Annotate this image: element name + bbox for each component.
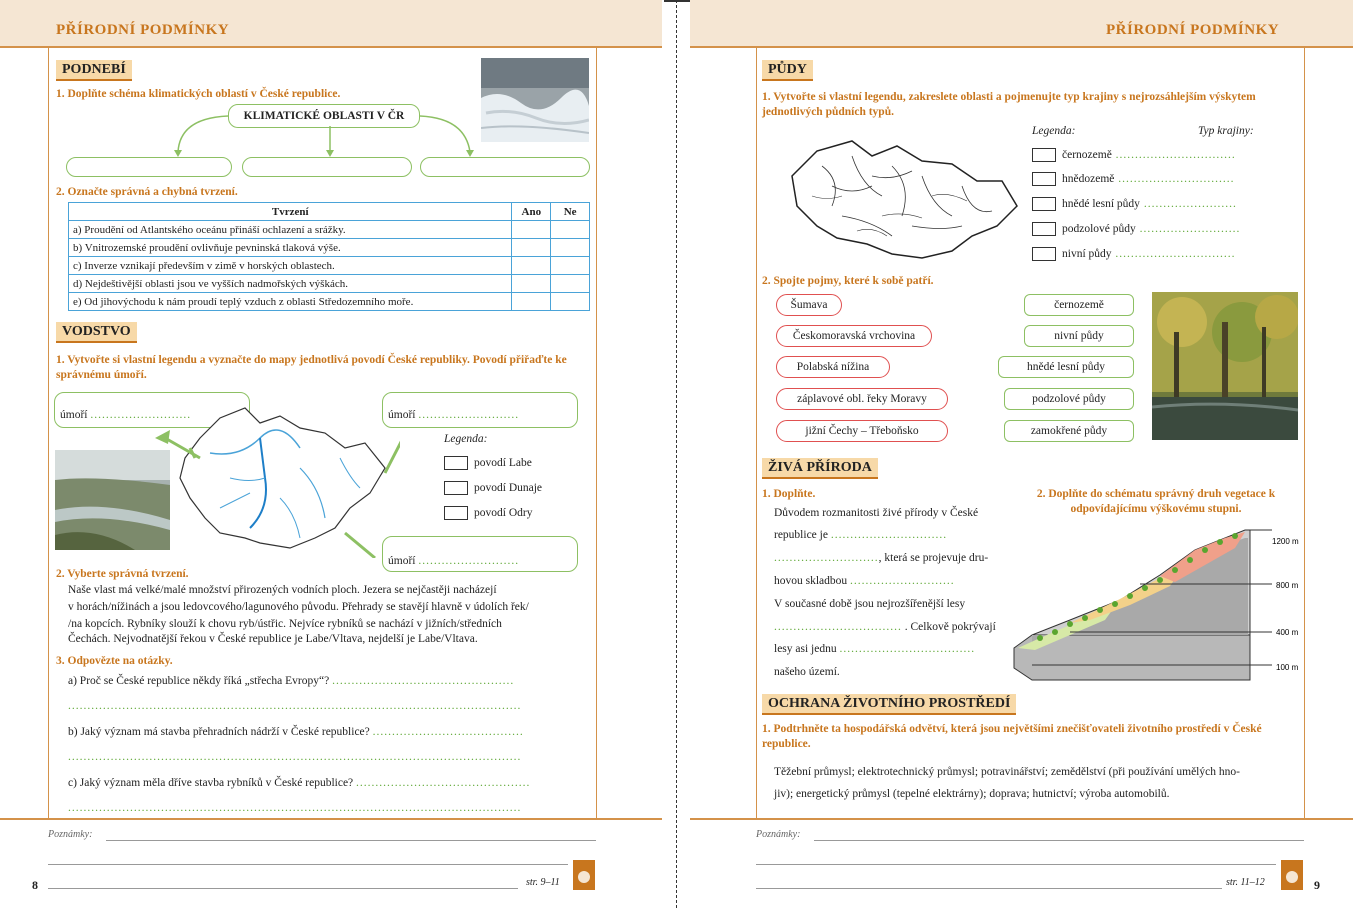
book-cover-icon	[573, 860, 595, 890]
vodstvo-q3b-line[interactable]: .....................................................................................................................	[68, 751, 522, 763]
climate-field-3[interactable]	[420, 157, 590, 177]
right-notes-line-3[interactable]	[756, 888, 1222, 889]
umori-label-left: úmoří ..........................	[60, 409, 192, 421]
section-vodstvo: VODSTVO	[56, 322, 137, 343]
statement-a: a) Proudění od Atlantského oceánu přináší ochlazení a srážky.	[69, 221, 512, 239]
no-cell-d[interactable]	[551, 275, 590, 293]
ziva-line-8: našeho území.	[774, 666, 840, 678]
no-cell-c[interactable]	[551, 257, 590, 275]
vodstvo-legend-title: Legenda:	[444, 433, 488, 445]
vodstvo-q3c: c) Jaký význam měla dříve stavba rybníků v České republice? .............................................	[68, 777, 531, 789]
right-page-ref: str. 11–12	[1226, 877, 1265, 888]
left-margin-line	[48, 48, 49, 818]
yes-cell-b[interactable]	[512, 239, 551, 257]
ziva-line-3: ..........................., která se projevuje dru-	[774, 552, 989, 564]
ziva-line-4: hovou skladbou ...........................	[774, 575, 955, 587]
ziva-line-6: ................................. . Celkově pokrývají	[774, 621, 996, 633]
ziva-line-7: lesy asi jednu ...................................	[774, 643, 976, 655]
right-notes-label: Poznámky:	[756, 829, 801, 840]
table-row	[69, 239, 590, 257]
pudy-legend-title: Legenda:	[1032, 125, 1076, 137]
left-footer-divider	[0, 818, 662, 820]
vegetation-altitude-diagram[interactable]	[1010, 520, 1300, 685]
page-divider-top	[664, 0, 690, 2]
pudy-legend-item-3: hnědé lesní půdy ........................	[1032, 197, 1237, 211]
pudy-legend-box-1[interactable]	[1032, 148, 1056, 162]
ziva-line-5: V současné době jsou nejrozšířenější lesy	[774, 598, 966, 610]
pudy-legend-item-4: podzolové půdy ..........................	[1032, 222, 1240, 236]
umori-label-right-bottom: úmoří ..........................	[388, 555, 520, 567]
vodstvo-q2-line-3: /na kopcích. Rybníky slouží k chovu ryb/ústřic. Nejvíce rybníků se nachází v jižních/středních	[68, 618, 502, 630]
table-header-no: Ne	[551, 203, 590, 221]
table-row	[69, 257, 590, 275]
pudy-legend-box-2[interactable]	[1032, 172, 1056, 186]
climate-field-1[interactable]	[66, 157, 232, 177]
vodstvo-q3a: a) Proč se České republice někdy říká „střecha Evropy“? ...............................................	[68, 675, 515, 687]
ziva-question-1: 1. Doplňte.	[762, 488, 816, 500]
section-podnebi: PODNEBÍ	[56, 60, 132, 81]
pudy-legend-box-5[interactable]	[1032, 247, 1056, 261]
vodstvo-q3a-line[interactable]: .....................................................................................................................	[68, 700, 522, 712]
vodstvo-q2-line-4: Čechách. Nejvodnatější řekou v České republice je Labe/Vltava, nejdelší je Labe/Vltava.	[68, 633, 478, 645]
vodstvo-question-2: 2. Vyberte správná tvrzení.	[56, 568, 189, 580]
left-page-ref: str. 9–11	[526, 877, 560, 888]
term-zaplavove[interactable]: záplavové obl. řeky Moravy	[776, 388, 948, 410]
table-row	[69, 221, 590, 239]
right-page-number: 9	[1314, 878, 1320, 892]
book-cover-icon-right	[1281, 860, 1303, 890]
no-cell-e[interactable]	[551, 293, 590, 311]
pudy-legend-item-1: černozemě ...............................	[1032, 148, 1236, 162]
right-notes-line-2[interactable]	[756, 864, 1276, 865]
yes-cell-e[interactable]	[512, 293, 551, 311]
right-header-title: PŘÍRODNÍ PODMÍNKY	[1106, 22, 1280, 38]
forest-photo	[1152, 292, 1298, 440]
vodstvo-q3b: b) Jaký význam má stavba přehradních nádrží v České republice? .......................................	[68, 726, 524, 738]
soil-nivni[interactable]: nivní půdy	[1024, 325, 1134, 347]
right-margin-line-right	[1304, 48, 1305, 818]
section-pudy: PŮDY	[762, 60, 813, 81]
pudy-type-title: Typ krajiny:	[1198, 125, 1254, 137]
legend-box-labe[interactable]	[444, 456, 468, 470]
right-footer-divider	[690, 818, 1353, 820]
term-ceskomoravska[interactable]: Českomoravská vrchovina	[776, 325, 932, 347]
podnebi-question-2: 2. Označte správná a chybná tvrzení.	[56, 186, 238, 198]
czech-rivers-map[interactable]	[150, 398, 400, 558]
right-notes-line-1[interactable]	[814, 840, 1304, 841]
left-notes-line-2[interactable]	[48, 864, 568, 865]
soil-zamokrene[interactable]: zamokřené půdy	[1004, 420, 1134, 442]
page-divider	[676, 0, 677, 908]
statement-d: d) Nejdeštivější oblasti jsou ve vyšších nadmořských výškách.	[69, 275, 512, 293]
table-header-yes: Ano	[512, 203, 551, 221]
pudy-question-2: 2. Spojte pojmy, které k sobě patří.	[762, 275, 934, 287]
soil-podzolove[interactable]: podzolové půdy	[1004, 388, 1134, 410]
climate-field-2[interactable]	[242, 157, 412, 177]
right-margin-line	[756, 48, 757, 818]
left-margin-line-right	[596, 48, 597, 818]
no-cell-b[interactable]	[551, 239, 590, 257]
table-header-statement: Tvrzení	[69, 203, 512, 221]
ochrana-text-2[interactable]: jiv); energetický průmysl (tepelné elektrárny); doprava; hutnictví; výroba automobilů.	[774, 788, 1170, 800]
ziva-line-1: Důvodem rozmanitosti živé přírody v České	[774, 507, 979, 519]
umori-label-right-top: úmoří ..........................	[388, 409, 520, 421]
yes-cell-c[interactable]	[512, 257, 551, 275]
climate-schema-arrows	[60, 110, 490, 160]
left-notes-label: Poznámky:	[48, 829, 93, 840]
ziva-question-2: 2. Doplňte do schématu správný druh vegetace k odpovídajícímu výškovému stupni.	[1036, 488, 1276, 515]
table-row	[69, 293, 590, 311]
river-valley-photo	[55, 450, 170, 550]
legend-item-dunaj: povodí Dunaje	[444, 481, 542, 495]
height-label-400: 400 m	[1276, 628, 1299, 637]
vodstvo-q2-line-2: v horách/nížinách a jsou ledovcového/lagunového původu. Přehrady se stavějí hlavně v údolích řek/	[68, 601, 529, 613]
legend-item-labe: povodí Labe	[444, 456, 532, 470]
statement-b: b) Vnitrozemské proudění ovlivňuje pevninská tlaková výše.	[69, 239, 512, 257]
vodstvo-q2-line-1: Naše vlast má velké/malé množství přirozených vodních ploch. Jezera se nejčastěji nacházejí	[68, 584, 497, 596]
left-notes-line-3[interactable]	[48, 888, 518, 889]
term-sumava[interactable]: Šumava	[776, 294, 842, 316]
vodstvo-q3c-line[interactable]: .....................................................................................................................	[68, 802, 522, 814]
height-label-1200: 1200 m	[1272, 537, 1299, 546]
table-row	[69, 275, 590, 293]
statement-e: e) Od jihovýchodu k nám proudí teplý vzduch z oblasti Středozemního moře.	[69, 293, 512, 311]
statement-c: c) Inverze vznikají především v zimě v horských oblastech.	[69, 257, 512, 275]
yes-cell-d[interactable]	[512, 275, 551, 293]
legend-item-odra: povodí Odry	[444, 506, 532, 520]
legend-box-odra[interactable]	[444, 506, 468, 520]
pudy-legend-item-5: nivní půdy ...............................	[1032, 247, 1236, 261]
soil-cernozeme[interactable]: černozemě	[1024, 294, 1134, 316]
yes-cell-a[interactable]	[512, 221, 551, 239]
term-polabska[interactable]: Polabská nížina	[776, 356, 890, 378]
vodstvo-question-1: 1. Vytvořte si vlastní legendu a vyznačte do mapy jednotlivá povodí České republiky. Povodí přiřaďte ke správnému úmoří.	[56, 354, 567, 381]
term-jizni-cechy[interactable]: jižní Čechy – Třeboňsko	[776, 420, 948, 442]
section-ziva-priroda: ŽIVÁ PŘÍRODA	[762, 458, 878, 479]
pudy-question-1: 1. Vytvořte si vlastní legendu, zakreslete oblasti a pojmenujte typ krajiny s nejrozsáhlejším výskytem jednotlivých půdních typů.	[762, 91, 1256, 118]
no-cell-a[interactable]	[551, 221, 590, 239]
left-header-title: PŘÍRODNÍ PODMÍNKY	[56, 22, 230, 38]
statements-table	[68, 202, 590, 311]
climate-schema-title: KLIMATICKÉ OBLASTI V ČR	[228, 104, 420, 128]
soil-hnede-lesni[interactable]: hnědé lesní půdy	[998, 356, 1134, 378]
glacier-photo	[481, 58, 589, 142]
pudy-legend-box-4[interactable]	[1032, 222, 1056, 236]
ochrana-question-1: 1. Podtrhněte ta hospodářská odvětví, která jsou největšími znečišťovateli životního prostředí v České republice.	[762, 723, 1262, 750]
ziva-line-2: republice je ..............................	[774, 529, 948, 541]
ochrana-text-1[interactable]: Těžební průmysl; elektrotechnický průmysl; potravinářství; zemědělství (při používání umělých hno-	[774, 766, 1240, 778]
czech-soil-map[interactable]	[772, 126, 1022, 266]
legend-box-dunaj[interactable]	[444, 481, 468, 495]
section-ochrana: OCHRANA ŽIVOTNÍHO PROSTŘEDÍ	[762, 694, 1016, 715]
height-label-100: 100 m	[1276, 663, 1299, 672]
podnebi-question-1: 1. Doplňte schéma klimatických oblastí v České republice.	[56, 88, 341, 100]
left-page-number: 8	[32, 878, 38, 892]
pudy-legend-box-3[interactable]	[1032, 197, 1056, 211]
left-notes-line-1[interactable]	[106, 840, 596, 841]
pudy-legend-item-2: hnědozemě ..............................	[1032, 172, 1235, 186]
vodstvo-question-3: 3. Odpovězte na otázky.	[56, 655, 173, 667]
height-label-800: 800 m	[1276, 581, 1299, 590]
